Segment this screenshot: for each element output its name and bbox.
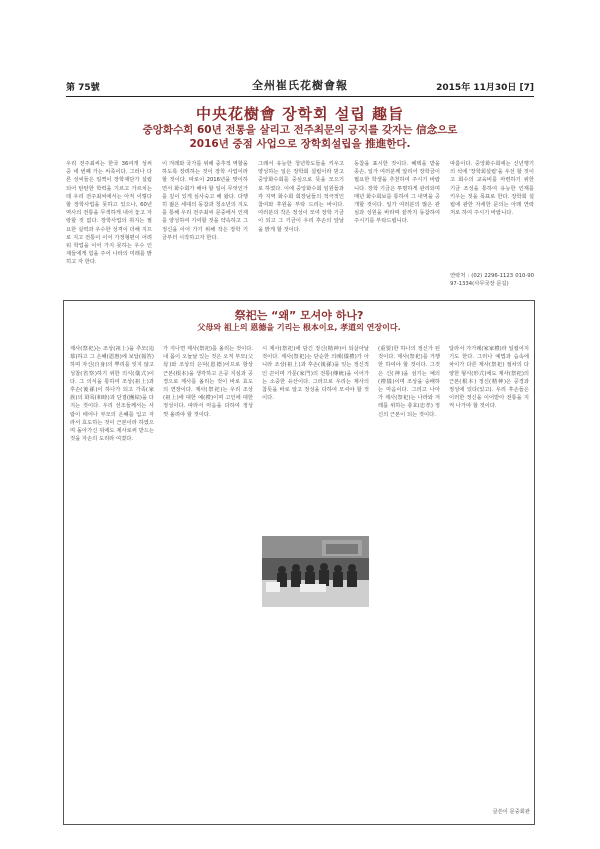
headline: 中央花樹會 장학회 설립 趣旨 [195,105,405,123]
box-column-2: 가 지나면 제사(祭祀)를 올리는 것이다. 내 몸이 오늘날 있는 것은 오직 부모(父母)와 조상의 은덕(恩德)이므로 항상 근본(根本)을 생각하고 은공 지심과 공경으로 제사를 올리는 것이 바로 효도의 연장이다. 제사(祭祀)는 우리 조상(祖上)에 대한 예(禮)이며 고인에 대한 정성이다. 따라서 마음을 다하여 정성껏 올려야 할 것이다. [163,346,253,418]
box-title: 祭祀는 “왜” 모셔야 하나? [234,309,364,322]
contact-info: 연락처 : (02) 2296-1123 010-9097-1334(사무국장 문길) [450,273,534,288]
page-header [66,77,534,95]
header-rule [66,96,534,97]
box-column-4: (重要)한 하나의 정신가 된 것이다. 제사(祭祀)를 거행한 하여야 할 것이다. 그것은 신(神)을 섬기는 예의(禮儀)이며 조상을 숭배하는 마음이다. 그리고 나아가 제사(祭祀)는 나라와 겨레를 위하는 충효(忠孝) 정신의 근본이 되는 것이다. [378,346,440,418]
article-column-4: 동참을 표시한 것이다. 혜택을 받을 종손, 일가 여러분께 알리어 장학금이 필요한 학생을 추천하여 주시기 바랍니다. 장학 기금은 투명하게 관리되며 매년 화수회보를 통하여 그 내역을 공개할 것이다. 일가 여러분의 많은 관심과 성원을 바라며 끝까지 동참하여 주시기를 부탁드립니다. [354,161,440,225]
box-subtitle: 父母와 祖上의 恩德을 기리는 根本이요, 孝道의 연장이다. [197,323,401,332]
masthead: 全州崔氏花樹會報 [252,79,348,92]
article-column-1: 우리 전주최씨는 한국 36여개 성씨 중 네 번째 가는 씨족이다. 그러나 다른 성씨들은 일찍이 장학재단가 설립되어 탄탄한 학력을 기르고 가르치는데 우리 전주최씨에서는 아직 이렇다 할 장학사업을 못하고 있으나, 60년 역사의 전통을 무색하게 내어 놓고 자랑할 것 없다. 장학사업의 취지는 필요한 실력과 우수한 성격이 더해 지므로 지고 전통이 이어 가정형편이 어려워 학업을 이어 가지 못하는 우수 인재들에게 힘을 주어 나라의 미래를 밝히고 자 한다. [66,161,152,266]
box-signature: 글쓴이 문중회관 [492,809,530,815]
issue-number: 第 75號 [66,83,100,93]
subheadline [80,123,520,151]
article-column-5: 따름이다. 중앙화수회에는 신년행기의 석에 '장학회설립'을 우선 할 것이고 회수의 교육비를 마련하기 위한 기금 조성을 통하여 유능한 인재를 키우는 것을 목표로 한다. 장학회 설립에 관한 자세한 문의는 아래 연락처로 하여 주시기 바랍니다. [450,161,534,217]
ceremony-photo [262,536,369,607]
box-column-3: 시 제사(祭祀)에 담긴 정신(精神)이 되살아날 것이다. 제사(祭祀)는 단순한 의례(儀禮)가 아니라 조상(祖上)과 후손(後孫)을 잇는 정신적인 끈이며 가문(家門)의 전통(傳統)을 이어가는 소중한 유산이다. 그러므로 우리는 제사의 참뜻을 바로 알고 정성을 다하여 모셔야 할 것이다. [262,346,369,402]
issue-date: 2015年 11月30日 [7] [436,83,534,93]
article-column-3: 그래서 유능한 청년학도들을 키우고 양성하는 일은 장학회 설립이라 믿고 중앙화수회를 중심으로 뜻을 모으기로 하였다. 이에 중앙화수회 임원들과 각 지역 화수회 회장님들의 적극적인 참여와 후원을 부탁 드리는 바이다. 여러분의 작은 정성이 모여 장학 기금이 되고 그 기금이 우리 후손의 앞날을 밝게 할 것이다. [258,161,344,233]
box-column-5: 달라서 가가례(家家禮)라 일컬어지기도 한다. 그러나 예법과 습속에 차이가 다른 제사(祭祀) 절차의 다양한 형식(形式)에도 제사(祭祀)의 근본(根本) 정신(精神)은 공경과 정성에 있다(있고). 우리 후손들은 이러한 정신을 이어받아 전통을 지켜 나가야 할 것이다. [449,346,529,410]
article-column-2: 이 겨레와 국가를 위해 중추적 역할을 하도록 장려하는 것이 장학 사업이라 할 것이다. 따로이 2016년을 맞이하면서 화수회가 해야 할 일이 무엇인가를 깊이 있게 심사숙고 해 왔다. 다행히 젊은 세대의 동참과 청소년의 지도를 통해 우리 전주최씨 문중에서 인재를 양성하여 기여할 것을 약속하고 그 정신을 이어 가기 위해 작은 장학 기금부터 시작하고자 한다. [162,161,248,241]
box-column-1: 제사(祭祀)는 조상(祖上)을 추모(追慕)하고 그 은혜(恩惠)에 보답(報答)하며 자신(自身)의 뿌리를 잊지 않고 성찰(省察)하기 위한 의식(儀式)이다. 그 의식을 통하여 조상(祖上)과 후손(後孫)이 하나가 되고 가족(家族)의 화목(和睦)과 단결(團結)을 다지는 것이다. 우리 선조들께서는 사람이 태어나 부모의 은혜를 입고 자라서 효도하는 것이 근본이라 하였으며 돌아가신 뒤에도 제사로써 받드는 것을 자손의 도리라 여겼다. [70,346,154,443]
subheadline-line-1: 중앙화수회 60년 전통을 살리고 전주최문의 긍지를 갖자는 信念으로 [142,124,458,136]
subheadline-line-2: 2016년 중점 사업으로 장학회설립을 推進한다. [189,138,411,150]
